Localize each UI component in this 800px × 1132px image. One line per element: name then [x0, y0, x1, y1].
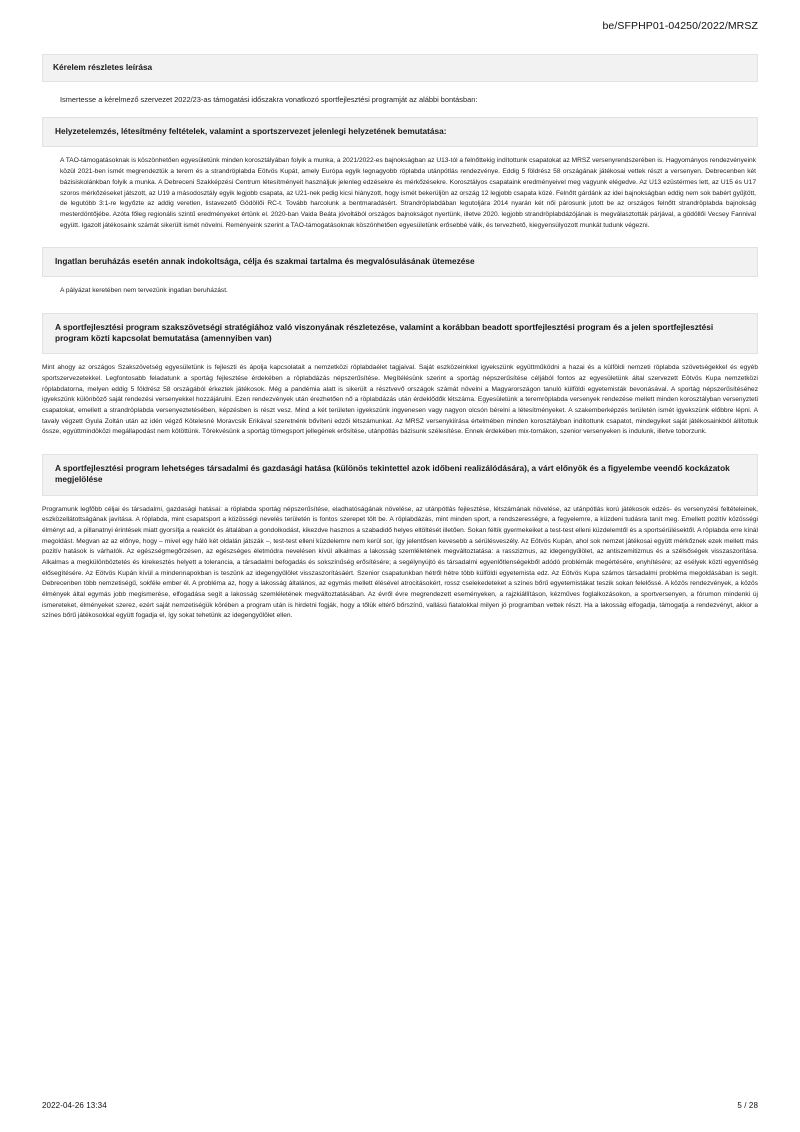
section-heading-social-economic-impact: A sportfejlesztési program lehetséges társadalmi és gazdasági hatása (különös tekintettel azok időbeni realizálódására), a várt előnyök és a figyelembe veendő kockázatok megjelölése — [42, 454, 758, 495]
paragraph-strategy-relation: Mint ahogy az országos Szakszövetség egyesületünk is fejleszti és ápolja kapcsolatait a nemzetközi röplabdaélet tagjaival. Saját eszközeinkkel igyekszünk együttműködni a hazai és a külföldi nemzeti röplabda szövetségekkel és egyéb sportszervezetekkel. Legfontosabb feladatunk a sportág fejlesztése érdekében a röplabdázás népszerűsítése. Megítélésünk szerint a sportág népszerűsítése céljából fontos az egyesületünk által szervezett Eötvös Kupa nemzetközi röplabdatorna, melyen eddig 5 földrész 58 országából érkeztek játékosok. Még a pandémia alatt is sikerült a résztvevő országok számát növelni a Magyarországon tanuló külföldi egyetemisták bevonásával. A sportág népszerűsítéséhez igyekszünk különböző saját rendezési versenyekkel hozzájárulni. Ezen rendezvények után érezhetően nő a röplabdázás után érdeklődők létszáma. Egyesületünk a teremröplabda versenyek rendezése mellett minden korosztályban versenyzteti csapatokat, emellett a strandröplabda versenyeztetésében, képzésben is részt vesz. Mind a két területen igyekszünk ingyenesen vagy nagyon olcsón bérelni a létesítményeket. A szakemberképzés területén ismét igyekszünk előbbre lépni. A tavaly végzett Gyula Zoltán után az idén végző Kötelesné Moravcsik Erikával szeretnénk bővíteni edzői létszámunkat. Az MRSZ versenykiírása értelmében minden korosztályban indítottunk csapatot, mindegyiket saját játékosainkból állítottuk össze, egyúttmindöközi megállapodást nem kötöttünk. Törekvésünk a sportág tömegsport jellegének erősítése, utánpótlás bázisunk szélesítése. Ennek érdekében mix-tornákon, szenior versenyeken is indulunk, illetve toborzunk. — [42, 364, 758, 436]
document-content — [42, 54, 758, 622]
footer-timestamp: 2022-04-26 13:34 — [42, 1101, 107, 1110]
page-footer — [42, 1101, 758, 1110]
footer-page-number: 5 / 28 — [737, 1101, 758, 1110]
section-heading-strategy-relation: A sportfejlesztési program szakszövetségi stratégiához való viszonyának részletezése, valamint a korábban beadott sportfejlesztési program és a jelen sportfejlesztési program közti kapcsolat bemutatása (amennyiben van) — [42, 313, 758, 354]
paragraph-situation-analysis: A TAO-támogatásoknak is köszönhetően egyesületünk minden korosztályában folyik a munka, a 2021/2022-es bajnokságban az U13-tól a felnőttekig indítottunk csapatokat az MRSZ versenyrendszerében is. Hagyományos rendezvényeink közül 2021-ben ismét megrendeztük a terem és a strandröplabda Eötvös Kupát, amely Európa egyik legnagyobb röplabda utánpótlás rendezvénye. Eddig 5 földrész 58 országának játékosai vettek részt a versenyen. Debrecenben két bázisiskolánkban folyik a munka. A Debreceni Szakképzési Centrum létesítményeit használjuk jelenleg edzésekre és mérkőzésekre. Korosztályos csapataink eredményeivel meg vagyunk elégedve. Az U13 ezüstérmes lett, az U15 és U17 szoros mérkőzéseket játszott, az U19 a másodosztály egyik legjobb csapata, az U21-nek pedig kicsi hiányzott, hogy ismét bekerüljön az ország 12 legjobb csapata közé. Felnőtt gárdánk az idei bajnokságban eddig nem sok babért gyűjtött, de legutóbb 3:1-re legyőzte az addig veretlen, listavezető Gödöllői RC-t. Tovább harcolunk a bentmaradásért. Strandröplabdában legutoljára 2014 nyarán két női párosunk jutott be az országos felnőtt strandröplabda bajnokság mesterdöntőjébe. Azóta főleg regionális szintű eredményeket értünk el. 2020-ban Vaida Beáta jóvoltából országos bajnokságot nyertünk, illetve 2020. legjobb strandröplabdázójának is megválasztották párjával, a gödöllői Vecsey Fannival együtt. Igazolt játékosaink számát sikerült ismét növelni. Reményeink szerint a TAO-támogatásoknak köszönhetően egyesületünk erősebbé válik, és tervezhető, kiegyensúlyozott munkát tudunk végezni. — [60, 157, 756, 229]
section-heading-request-details: Kérelem részletes leírása — [42, 54, 758, 82]
section-heading-situation-analysis: Helyzetelemzés, létesítmény feltételek, valamint a sportszervezet jelenlegi helyzetének bemutatása: — [42, 117, 758, 147]
spacer — [42, 297, 758, 313]
paragraph-social-economic-impact: Programunk legfőbb céljai és társadalmi, gazdasági hatásai: a röplabda sportág népszerűsítése, eladhatóságának növelése, az utánpótlás fejlesztése, létszámának növelése, az utánpótlás korú játékosok edzés- és versenyzési feltételeinek, eszközellátottságának javítása. A röplabda, mint csapatsport a közösségi nevelés területén is fontos szerepet tölt be. A röplabdázás, mint minden sport, a rendszerességre, a fegyelemre, a küzdeni tudásra tanít meg. Emellett pozitív közösségi élményt ad, a pillanatnyi érintések miatt gyorsítja a reakciót és általában a gondolkodást, kikezdve hasznos a szabadidő helyes eltöltését illetően. Sokan féltik gyermekeiket a test-test elleni küzdelemtől és a sportsérülésektől. A röplabda erre kínál megoldást. Megvan az az előnye, hogy – mivel egy háló két oldalán játszák –, test-test elleni küzdelemre nem kerül sor, így jelentősen kevesebb a sérülésveszély. Az Eötvös Kupán, ahol sok nemzet játékosai együtt mérkőznek ezek mellett más pozitív hatások is várhatók. Az egészségmegőrzésen, az egészséges életmódra nevelésen kívül alkalmas a lakosság szemléletének megváltoztatása: a rasszizmus, az idegengyűlölet, az antiszemitizmus és a szélsőségek visszaszorítása. Alkalmas a megkülönböztetés és kirekesztés helyett a tolerancia, a társadalmi befogadás és sokszínűség erősítésére; a segélynyújtó és társadalmi egyenlőtlenségekből adódó problémák megértésére, enyhítésére; az esélyek közti egyenlőség elősegítésére. Az Eötvös Kupán kívül a mindennapokban is teszünk az idegengyűlölet visszaszorításáért. Szenior csapatunkban hétről hétre több külföldi egyetemista edz. Az Eötvös Kupa számos társadalmi probléma megoldásában is segít. Debrecenben több nemzetiségű, sokféle ember él. A probléma az, hogy a lakosság általános, az egymás mellett élésével atrocitásokért, rossz cselekedeteket a színes bőrű egyetemistákat teszik sokan felelőssé. A közös rendezvények, a közös élmények által egymás jobb megismerése, elfogadása segít a lakosság szemléletének megváltoztatásában. Az évről évre megrendezett eseményeken, a rajzkiállításon, kézműves foglalkozásokon, a sportversenyen, a fórumon mindenki új ismereteket, élményeket szerez, ezért saját nemzetiségük körében a program után is hirdetni fogják, hogy a tőlük eltérő bőrszínű, vallású fiatalokkal milyen jó programban vettek részt. Ha a lakosság elfogadja, támogatja a rendezvényt, akkor a színes bőrű játékosokkal együtt fogadja el, így sokat tehetünk az idegengyűlölet ellen. — [42, 505, 758, 620]
section-heading-property-investment: Ingatlan beruházás esetén annak indokoltsága, célja és szakmai tartalma és megvalósulásának ütemezése — [42, 247, 758, 277]
intro-text: Ismertesse a kérelmező szervezet 2022/23-as támogatási időszakra vonatkozó sportfejlesztési programját az alábbi bontásban: — [60, 95, 478, 105]
paragraph-property-investment: A pályázat keretében nem tervezünk ingatlan beruházást. — [60, 287, 228, 295]
spacer — [42, 438, 758, 454]
spacer — [42, 231, 758, 247]
document-reference: be/SFPHP01-04250/2022/MRSZ — [602, 20, 758, 32]
